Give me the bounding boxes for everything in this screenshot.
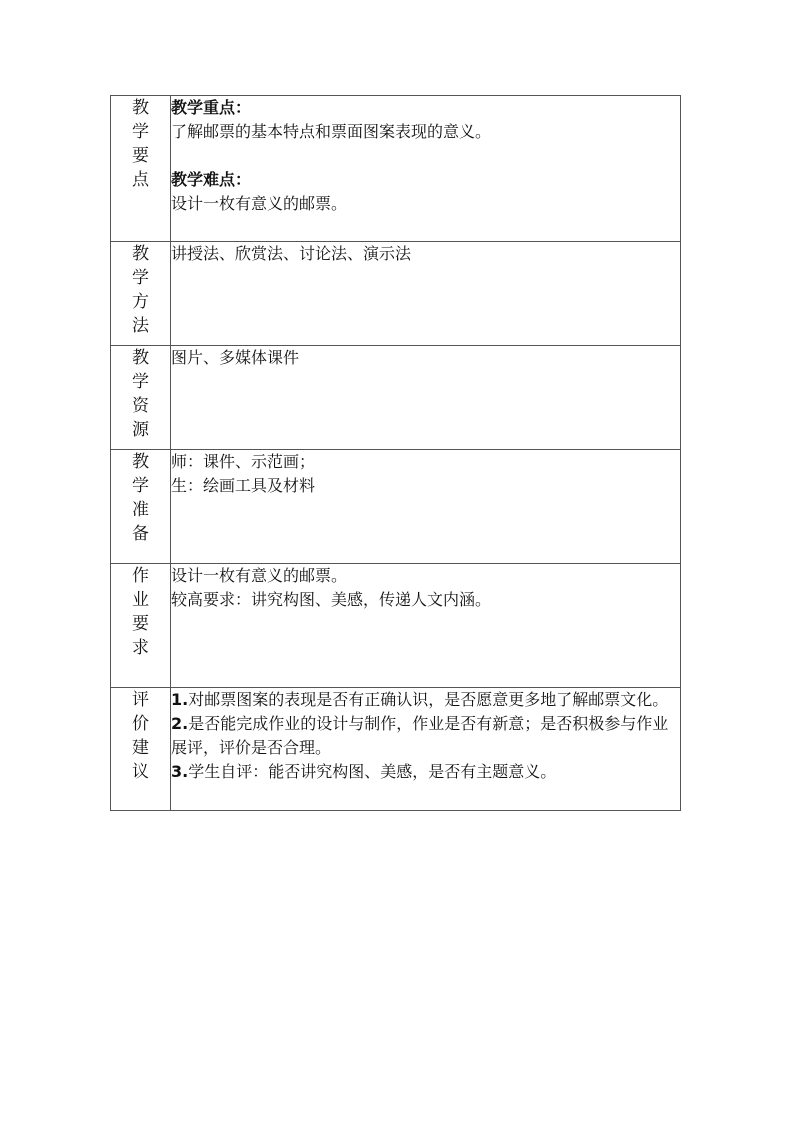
key-points-heading: 教学重点： [171, 98, 252, 117]
table-row [111, 96, 681, 242]
methods-text: 讲授法、欣赏法、讨论法、演示法 [171, 244, 412, 263]
table-row [111, 346, 681, 450]
row-label: 教 学 要 点 [111, 96, 171, 242]
row-content [171, 346, 681, 450]
preparation-line: 师：课件、示范画； [171, 452, 316, 471]
homework-line: 设计一枚有意义的邮票。 [171, 566, 348, 585]
row-label: 评 价 建 议 [111, 688, 171, 811]
row-content [171, 688, 681, 811]
homework-line: 较高要求：讲究构图、美感，传递人文内涵。 [171, 590, 492, 609]
row-label: 教 学 资 源 [111, 346, 171, 450]
evaluation-item: 1.对邮票图案的表现是否有正确认识，是否愿意更多地了解邮票文化。 [171, 690, 669, 709]
difficulty-text: 设计一枚有意义的邮票。 [171, 194, 348, 213]
table-row [111, 688, 681, 811]
row-content [171, 450, 681, 564]
row-label: 教 学 方 法 [111, 242, 171, 346]
lesson-plan-table [110, 95, 681, 811]
table-row [111, 450, 681, 564]
table-row [111, 564, 681, 688]
preparation-line: 生：绘画工具及材料 [171, 476, 316, 495]
row-label: 教 学 准 备 [111, 450, 171, 564]
key-points-text: 了解邮票的基本特点和票面图案表现的意义。 [171, 122, 492, 141]
row-content [171, 564, 681, 688]
evaluation-item: 3.学生自评：能否讲究构图、美感，是否有主题意义。 [171, 762, 557, 781]
difficulty-heading: 教学难点： [171, 170, 252, 189]
evaluation-item: 2.是否能完成作业的设计与制作，作业是否有新意；是否积极参与作业展评，评价是否合理。 [171, 714, 669, 757]
table-row [111, 242, 681, 346]
row-label: 作 业 要 求 [111, 564, 171, 688]
row-content [171, 96, 681, 242]
row-content [171, 242, 681, 346]
resources-text: 图片、多媒体课件 [171, 348, 300, 367]
